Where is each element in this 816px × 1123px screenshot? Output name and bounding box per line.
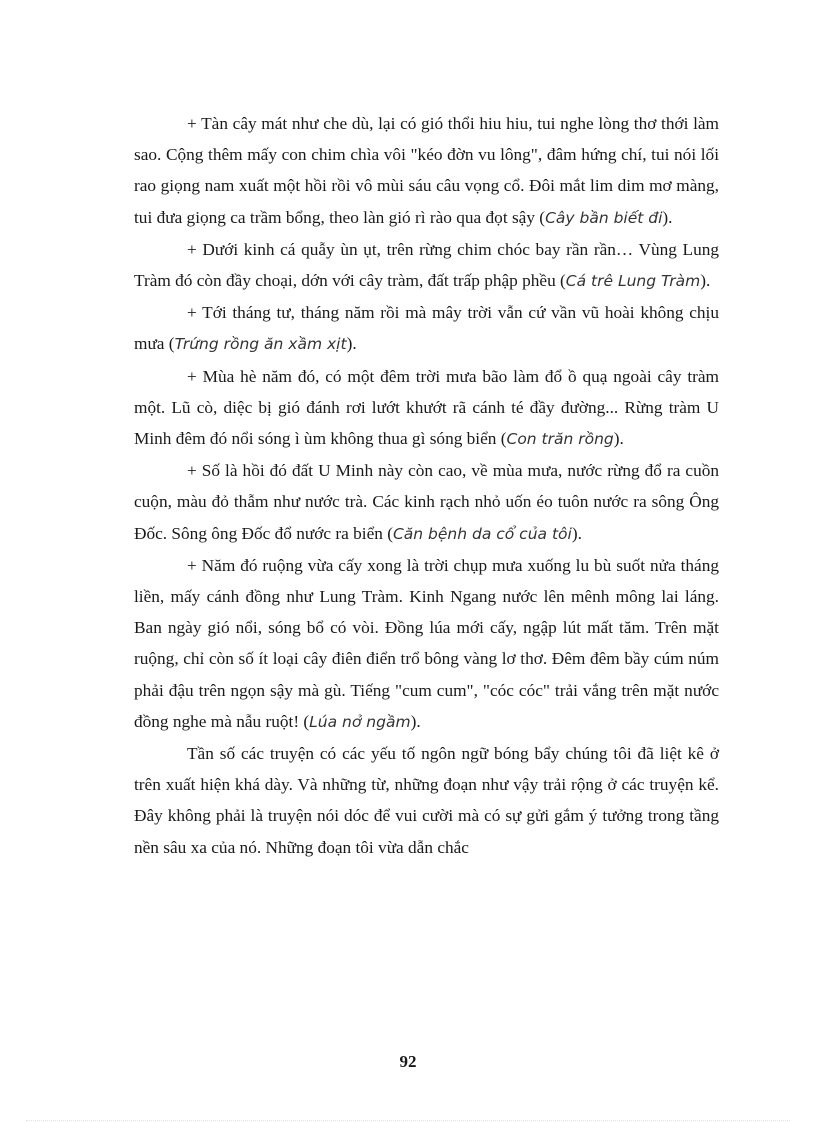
- page-body: [134, 108, 719, 863]
- paragraph-tail: ).: [410, 711, 421, 731]
- paragraph-tail: ).: [346, 334, 357, 354]
- paragraph-text: + Mùa hè năm đó, có một đêm trời mưa bão làm đổ ồ quạ ngoài cây tràm một. Lũ cò, diệc bị gió đánh rơi lướt khướt rã cánh té đầy đường... Rừng tràm U Minh đêm đó nổi sóng ì ùm không thua gì sóng biển (: [134, 366, 719, 449]
- footer-divider: [26, 1120, 790, 1121]
- story-title: Cá trê Lung Tràm: [565, 272, 701, 291]
- paragraph-text: Tần số các truyện có các yếu tố ngôn ngữ bóng bẩy chúng tôi đã liệt kê ở trên xuất hiện khá dày. Và những từ, những đoạn như vậy trải rộng ở các truyện kể. Đây không phải là truyện nói dóc để vui cười mà có sự gửi gắm ý tưởng trong tầng nền sâu xa của nó. Những đoạn tôi vừa dẫn chắc: [134, 744, 719, 857]
- paragraph-5: [134, 455, 719, 550]
- paragraph-text: + Tàn cây mát như che dù, lại có gió thổi hiu hiu, tui nghe lòng thơ thới làm sao. Cộng thêm mấy con chim chìa vôi "kéo đờn vu lông", đâm hứng chí, tui nói lối rao giọng nam xuất một hồi rồi vô mùi sáu câu vọng cổ. Đôi mắt lim dim mơ màng, tui đưa giọng ca trầm bổng, theo làn gió rì rào qua đọt sậy (: [134, 114, 719, 227]
- paragraph-text: + Số là hồi đó đất U Minh này còn cao, về mùa mưa, nước rừng đổ ra cuồn cuộn, màu đỏ thẫm như nước trà. Các kinh rạch nhỏ uốn éo tuôn nước ra sông Ông Đốc. Sông ông Đốc đổ nước ra biển (: [134, 461, 719, 543]
- paragraph-1: [134, 108, 719, 234]
- paragraph-tail: ).: [700, 271, 711, 291]
- story-title: Căn bệnh da cổ của tôi: [392, 524, 572, 543]
- paragraph-text: + Dưới kinh cá quẫy ùn ụt, trên rừng chim chóc bay rần rần… Vùng Lung Tràm đó còn đầy choại, dớn với cây tràm, đất trấp phập phều (: [134, 239, 719, 291]
- page-number: 92: [399, 1052, 417, 1071]
- story-title: Cây bần biết đi: [545, 208, 663, 227]
- paragraph-2: [134, 234, 719, 297]
- paragraph-tail: ).: [571, 523, 582, 543]
- story-title: Trứng rồng ăn xầm xịt: [174, 335, 347, 354]
- paragraph-7: [134, 738, 719, 863]
- paragraph-tail: ).: [662, 207, 673, 227]
- paragraph-3: [134, 297, 719, 360]
- story-title: Con trăn rồng: [506, 430, 614, 449]
- story-title: Lúa nở ngầm: [309, 712, 411, 731]
- paragraph-4: [134, 361, 719, 456]
- paragraph-text: + Năm đó ruộng vừa cấy xong là trời chụp mưa xuống lu bù suốt nửa tháng liền, mấy cánh đồng như Lung Tràm. Kinh Ngang nước lên mênh mông lai láng. Ban ngày gió nổi, sóng bổ có vòi. Đồng lúa mới cấy, ngập lút mất tăm. Trên mặt ruộng, chỉ còn số ít loại cây điên điển trổ bông vàng lơ thơ. Đêm đêm bầy cúm núm phải đậu trên ngọn sậy mà gù. Tiếng "cum cum", "cóc cóc" trải vắng trên mặt nước đồng nghe mà nẫu ruột! (: [134, 555, 719, 731]
- paragraph-6: [134, 550, 719, 738]
- paragraph-tail: ).: [613, 429, 624, 449]
- paragraph-text: + Tới tháng tư, tháng năm rồi mà mây trời vẫn cứ vần vũ hoài không chịu mưa (: [134, 303, 719, 354]
